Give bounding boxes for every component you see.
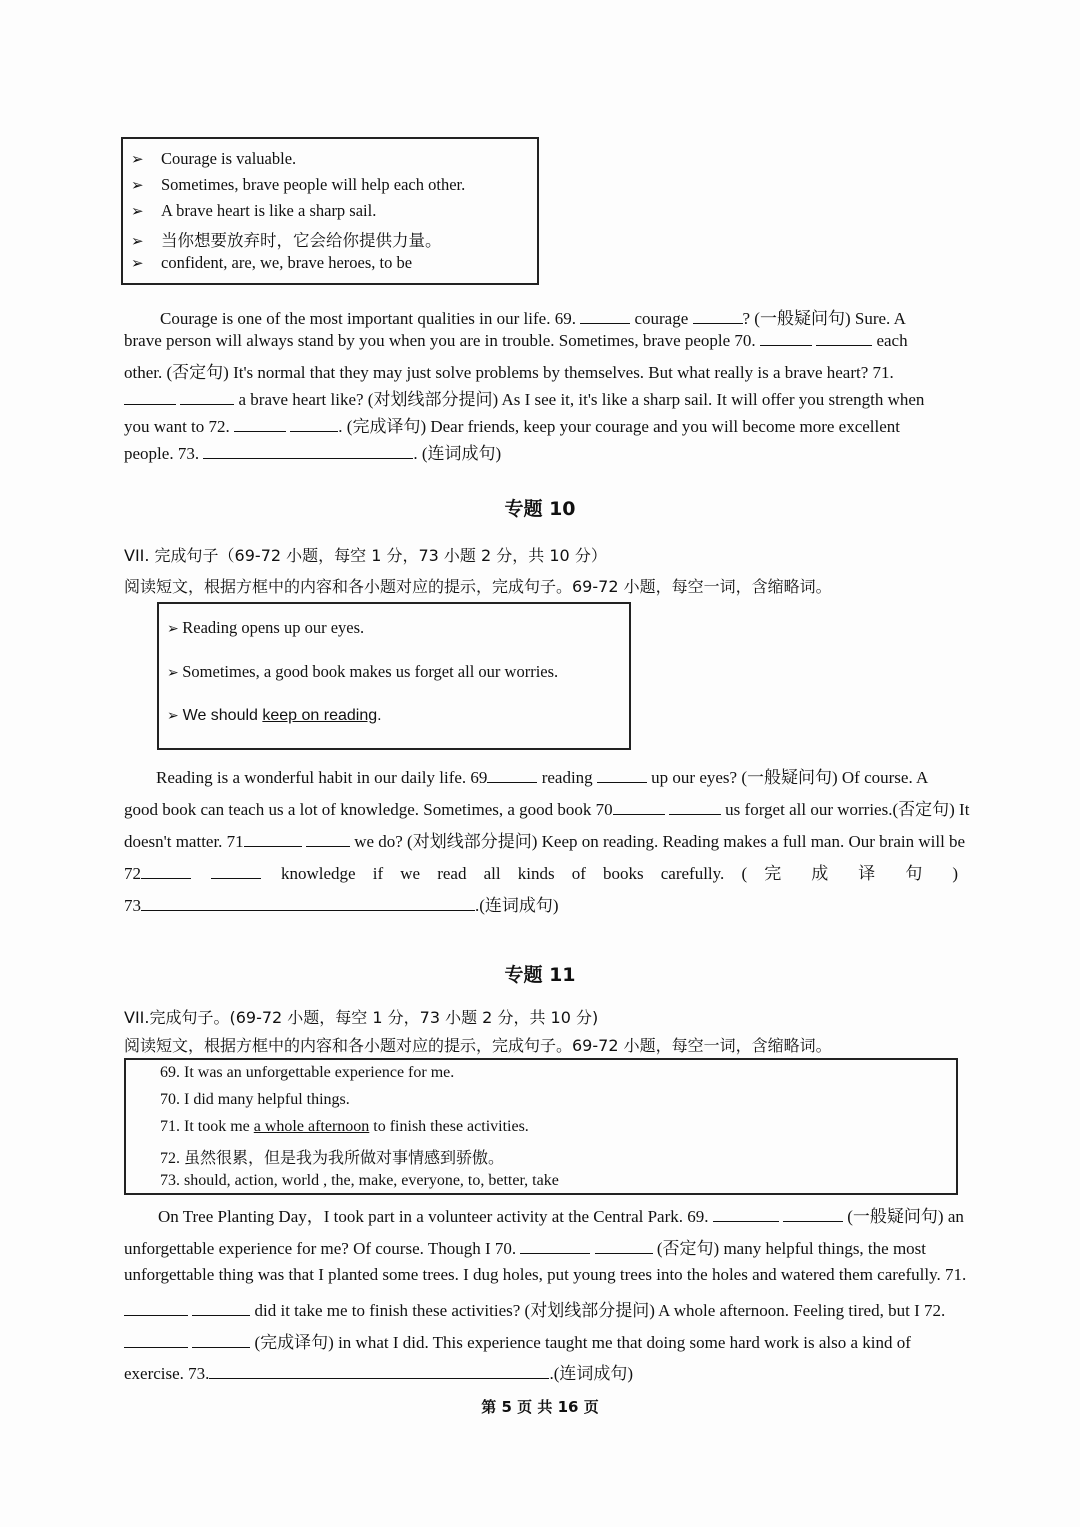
answer-blank-72a[interactable] — [124, 1333, 188, 1348]
answer-blank-70a[interactable] — [760, 331, 812, 346]
answer-blank-71b[interactable] — [180, 390, 234, 405]
answer-blank-72a[interactable] — [141, 864, 191, 879]
box-line: ➢ Sometimes, brave people will help each other. — [131, 175, 466, 194]
answer-blank-71a[interactable] — [244, 832, 302, 847]
arrow-icon: ➢ — [131, 178, 144, 194]
passage-line: a brave heart like? (对划线部分提问) As I see it, it's like a sharp sail. It will offer you strength when — [124, 385, 924, 410]
box-line: ➢ confident, are, we, brave heroes, to be — [131, 253, 413, 272]
answer-blank-71b[interactable] — [192, 1301, 250, 1316]
answer-blank-70b[interactable] — [595, 1239, 653, 1254]
instruction-line: VII. 完成句子（69-72 小题，每空 1 分，73 小题 2 分，共 10 分） — [124, 546, 607, 565]
passage-line: 73 .(连词成句) — [124, 896, 559, 915]
answer-blank-72b[interactable] — [290, 417, 338, 432]
answer-blank-69b[interactable] — [693, 309, 743, 324]
arrow-icon: ➢ — [167, 666, 183, 681]
page-number: 第 5 页 共 16 页 — [481, 1398, 599, 1416]
passage-line: 72 knowledge if we read all kinds of books carefully. ( 完 成 译 句 ) — [124, 864, 958, 883]
passage-line: you want to 72. . (完成译句) Dear friends, keep your courage and you will become more excellent — [124, 417, 901, 436]
box-line: 71. It took me a whole afternoon to finish these activities. — [160, 1118, 529, 1135]
arrow-icon: ➢ — [167, 622, 183, 637]
box-line: ➢ Sometimes, a good book makes us forget all our worries. — [167, 662, 559, 681]
arrow-icon: ➢ — [131, 234, 144, 250]
answer-blank-70b[interactable] — [816, 331, 872, 346]
instruction-line: 阅读短文，根据方框中的内容和各小题对应的提示，完成句子。69-72 小题，每空一词，含缩略词。 — [124, 577, 832, 596]
answer-blank-70b[interactable] — [669, 800, 721, 815]
answer-blank-70a[interactable] — [613, 800, 665, 815]
section-heading-10: 专题 10 — [504, 498, 576, 520]
passage-line: (完成译句) in what I did. This experience taught me that doing some hard work is also a kind of — [124, 1328, 911, 1353]
arrow-icon: ➢ — [131, 152, 144, 168]
answer-blank-73[interactable] — [203, 444, 413, 459]
answer-blank-71a[interactable] — [124, 390, 176, 405]
answer-blank-71b[interactable] — [306, 832, 350, 847]
arrow-icon: ➢ — [167, 707, 183, 723]
answer-blank-72b[interactable] — [211, 864, 261, 879]
answer-blank-73[interactable] — [141, 896, 475, 911]
box-line: ➢ A brave heart is like a sharp sail. — [131, 201, 377, 220]
underlined-phrase: keep on reading — [262, 707, 378, 724]
section-heading-11: 专题 11 — [504, 964, 576, 986]
passage-line: doesn't matter. 71 we do? (对划线部分提问) Keep on reading. Reading makes a full man. Our brain will be — [124, 832, 966, 851]
box-line: 70. I did many helpful things. — [160, 1091, 350, 1108]
answer-blank-69b[interactable] — [597, 768, 647, 783]
passage-line: On Tree Planting Day，I took part in a volunteer activity at the Central Park. 69. (一般疑问句) an — [158, 1207, 964, 1226]
arrow-icon: ➢ — [131, 256, 144, 272]
answer-blank-71a[interactable] — [124, 1301, 188, 1316]
passage-line: Reading is a wonderful habit in our daily life. 69 reading up our eyes? (一般疑问句) Of course. A — [156, 768, 929, 787]
passage-line: exercise. 73. .(连词成句) — [124, 1364, 634, 1383]
answer-blank-72a[interactable] — [234, 417, 286, 432]
box-line: 72. 虽然很累，但是我为我所做对事情感到骄傲。 — [160, 1150, 505, 1167]
answer-blank-69b[interactable] — [783, 1207, 843, 1222]
answer-blank-70a[interactable] — [520, 1239, 590, 1254]
underlined-phrase: a whole afternoon — [253, 1118, 370, 1135]
answer-blank-69a[interactable] — [487, 768, 537, 783]
answer-blank-73[interactable] — [209, 1364, 549, 1379]
instruction-line: 阅读短文，根据方框中的内容和各小题对应的提示，完成句子。69-72 小题，每空一词，含缩略词。 — [124, 1036, 832, 1055]
box-line: 73. should, action, world , the, make, everyone, to, better, take — [160, 1172, 559, 1189]
arrow-icon: ➢ — [131, 204, 144, 220]
box-line: ➢ We should keep on reading. — [167, 707, 382, 724]
instruction-line: VII.完成句子。(69-72 小题，每空 1 分，73 小题 2 分，共 10 分) — [124, 1008, 599, 1027]
passage-line: people. 73. . (连词成句) — [124, 444, 502, 463]
passage-line: did it take me to finish these activities? (对划线部分提问) A whole afternoon. Feeling tired, but I 72. — [124, 1296, 945, 1321]
passage-line: unforgettable experience for me? Of course. Though I 70. (否定句) many helpful things, the most — [124, 1239, 927, 1258]
prompt-box-tree-planting — [124, 1058, 958, 1195]
passage-line: unforgettable thing was that I planted some trees. I dug holes, put young trees into the holes and watered them carefully. 71. — [124, 1265, 967, 1284]
passage-line: other. (否定句) It's normal that they may just solve problems by themselves. But what really is a brave heart? 71. — [124, 363, 894, 382]
answer-blank-69[interactable] — [580, 309, 630, 324]
prompt-box-courage — [121, 137, 539, 285]
passage-line: good book can teach us a lot of knowledge. Sometimes, a good book 70 us forget all our worries.(否定句) It — [124, 800, 970, 819]
box-line: ➢ 当你想要放弃时，它会给你提供力量。 — [131, 231, 442, 250]
box-line: ➢ Courage is valuable. — [131, 149, 297, 168]
answer-blank-72b[interactable] — [192, 1333, 250, 1348]
box-line: 69. It was an unforgettable experience for me. — [160, 1064, 455, 1081]
prompt-box-reading — [157, 602, 631, 750]
passage-line: Courage is one of the most important qualities in our life. 69. courage ? (一般疑问句) Sure. A — [160, 309, 906, 328]
passage-line: brave person will always stand by you when you are in trouble. Sometimes, brave people 70. each — [124, 331, 908, 350]
box-line: ➢ Reading opens up our eyes. — [167, 618, 365, 637]
answer-blank-69a[interactable] — [713, 1207, 779, 1222]
